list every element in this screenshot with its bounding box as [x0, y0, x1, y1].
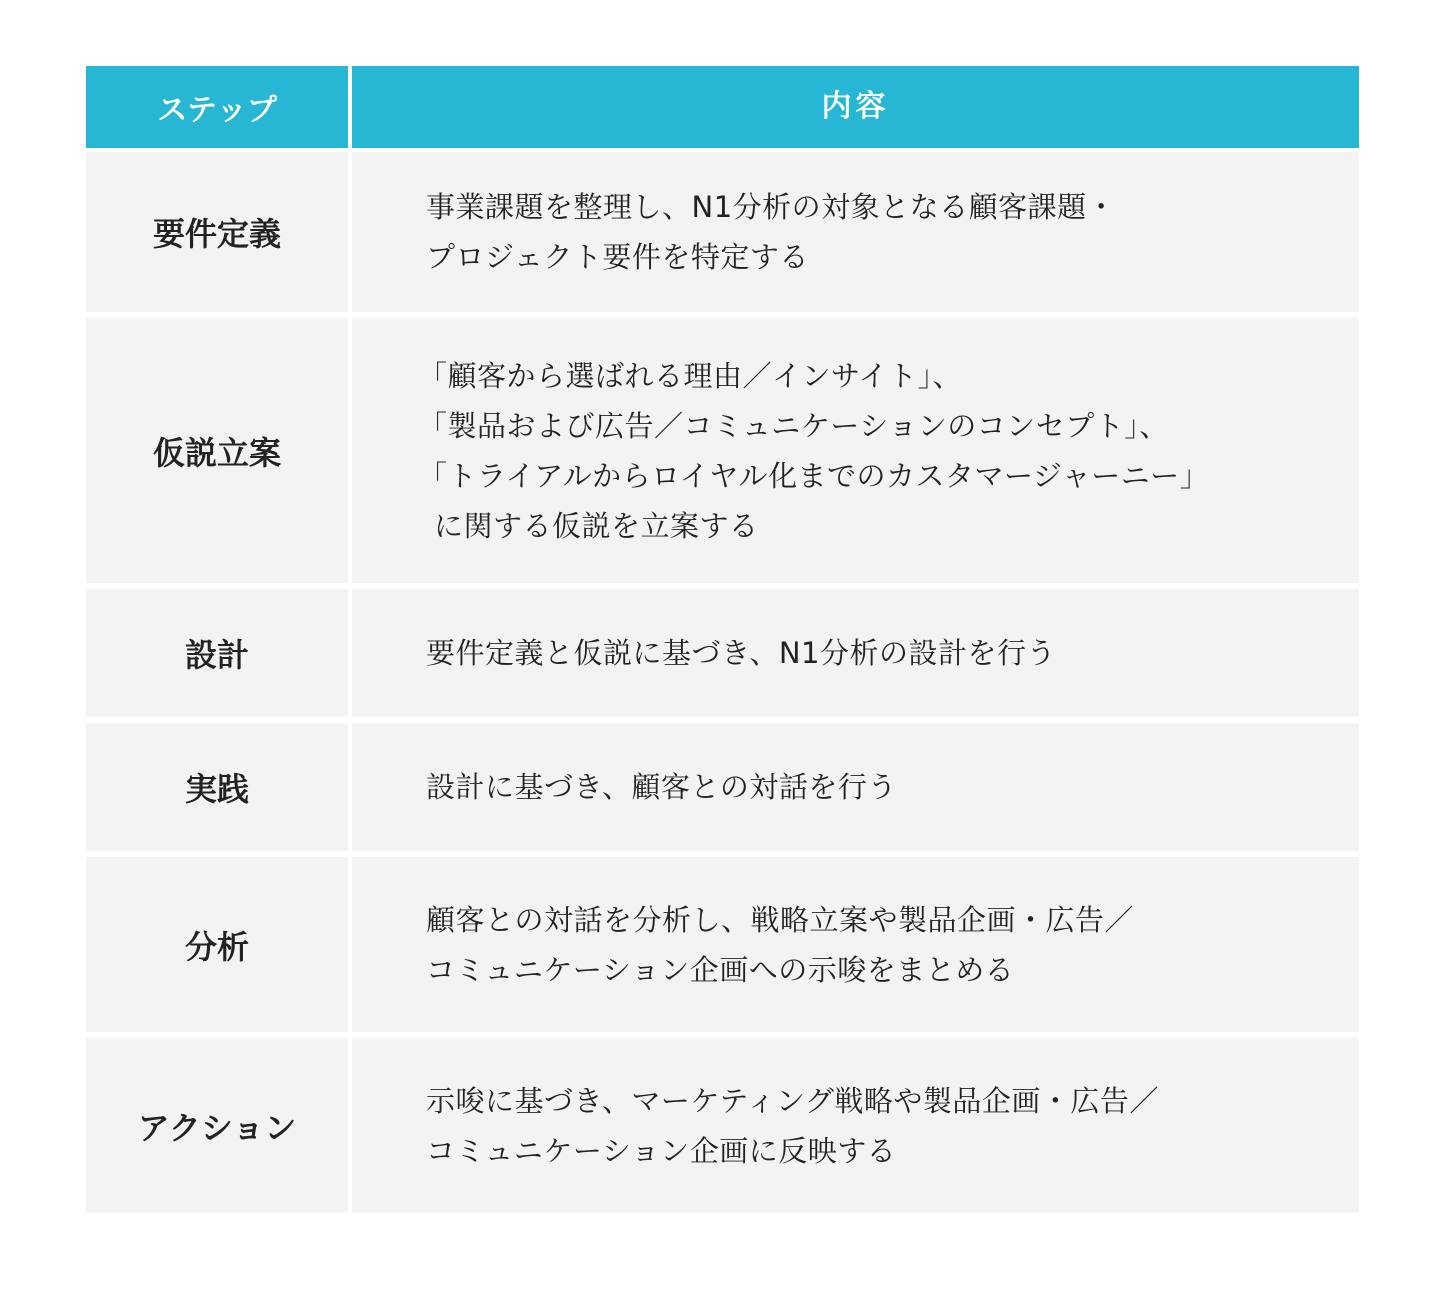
content-line: 設計に基づき、顧客との対話を行う: [426, 770, 897, 804]
steps-table: [86, 66, 1359, 1219]
table-row: [86, 152, 1359, 312]
table-row: [86, 857, 1359, 1032]
content-cell: [352, 1038, 1359, 1213]
content-cell: [352, 318, 1359, 583]
content-line: 「顧客から選ばれる理由／インサイト」、: [418, 358, 962, 393]
content-line: 顧客との対話を分析し、戦略立案や製品企画・広告／: [426, 902, 1135, 937]
content-cell: [352, 589, 1359, 717]
table-row: [86, 1038, 1359, 1213]
step-cell: 実践: [86, 723, 348, 851]
content-line: 事業課題を整理し、N1分析の対象となる顧客課題・: [426, 190, 1117, 224]
content-line: 「製品および広告／コミュニケーションのコンセプト」、: [418, 408, 1169, 443]
table-header-row: [86, 66, 1359, 148]
content-line: に関する仮説を立案する: [434, 508, 759, 543]
step-cell: 分析: [86, 857, 348, 1032]
step-cell: アクション: [86, 1038, 348, 1213]
content-cell: [352, 857, 1359, 1032]
content-line: 要件定義と仮説に基づき、N1分析の設計を行う: [426, 636, 1056, 670]
step-cell: 設計: [86, 589, 348, 717]
header-step-cell: ステップ: [86, 66, 348, 148]
step-cell: 仮説立案: [86, 318, 348, 583]
table-row: [86, 589, 1359, 717]
content-cell: [352, 152, 1359, 312]
content-line: プロジェクト要件を特定する: [426, 240, 809, 274]
content-line: コミュニケーション企画への示唆をまとめる: [426, 952, 1015, 987]
content-line: コミュニケーション企画に反映する: [426, 1133, 897, 1168]
content-line: 示唆に基づき、マーケティング戦略や製品企画・広告／: [426, 1083, 1159, 1118]
step-cell: 要件定義: [86, 152, 348, 312]
content-line: 「トライアルからロイヤル化までのカスタマージャーニー」: [418, 458, 1210, 493]
content-cell: [352, 723, 1359, 851]
header-content-cell: 内容: [352, 66, 1359, 148]
table-row: [86, 723, 1359, 851]
table-row: [86, 318, 1359, 583]
